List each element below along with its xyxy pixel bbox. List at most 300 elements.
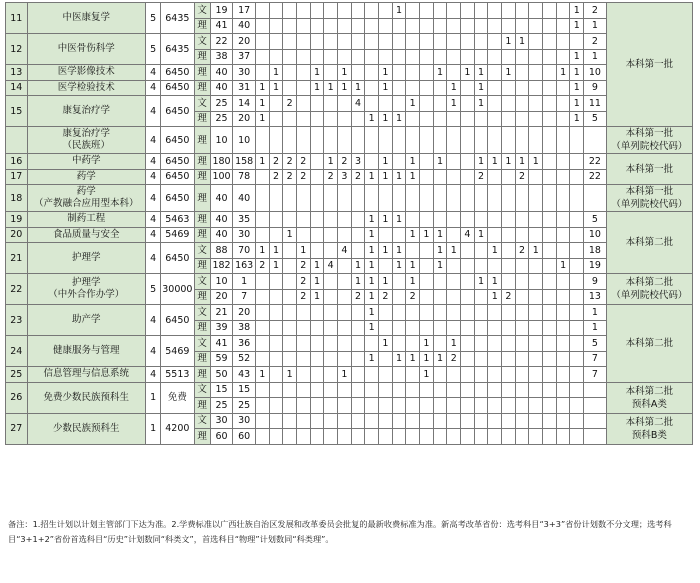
province-count bbox=[269, 49, 283, 65]
province-count bbox=[447, 34, 461, 50]
other-count bbox=[584, 127, 607, 154]
row-index: 20 bbox=[6, 227, 28, 243]
province-count bbox=[296, 305, 310, 321]
prev-count: 1 bbox=[233, 274, 256, 290]
study-years: 5 bbox=[146, 34, 161, 65]
province-count bbox=[420, 212, 434, 228]
province-count bbox=[351, 382, 365, 398]
province-count: 1 bbox=[433, 351, 447, 367]
province-count bbox=[406, 429, 420, 445]
province-count bbox=[461, 305, 475, 321]
province-count bbox=[269, 382, 283, 398]
province-count bbox=[502, 413, 516, 429]
province-count bbox=[406, 243, 420, 259]
province-count: 1 bbox=[515, 34, 529, 50]
province-count bbox=[255, 320, 269, 336]
province-count bbox=[351, 212, 365, 228]
province-count bbox=[447, 154, 461, 170]
province-count bbox=[433, 34, 447, 50]
province-count bbox=[529, 227, 543, 243]
row-index bbox=[6, 127, 28, 154]
province-count bbox=[474, 382, 488, 398]
province-count: 1 bbox=[488, 289, 502, 305]
province-count bbox=[515, 336, 529, 352]
study-years: 4 bbox=[146, 185, 161, 212]
province-count bbox=[392, 49, 406, 65]
province-count bbox=[488, 111, 502, 127]
tuition-fee: 6450 bbox=[161, 185, 194, 212]
province-count: 1 bbox=[365, 243, 379, 259]
province-count bbox=[488, 96, 502, 112]
province-count bbox=[529, 413, 543, 429]
province-count bbox=[502, 274, 516, 290]
province-count bbox=[515, 3, 529, 19]
province-count: 1 bbox=[502, 34, 516, 50]
province-count bbox=[447, 305, 461, 321]
subject-track: 理 bbox=[194, 111, 210, 127]
other-count bbox=[584, 398, 607, 414]
province-count bbox=[488, 382, 502, 398]
province-count bbox=[556, 111, 570, 127]
province-count bbox=[255, 336, 269, 352]
province-count bbox=[556, 351, 570, 367]
province-count bbox=[406, 18, 420, 34]
province-count bbox=[324, 398, 338, 414]
province-count bbox=[324, 185, 338, 212]
admission-batch: 本科第二批 （单列院校代码） bbox=[606, 274, 692, 305]
province-count: 4 bbox=[324, 258, 338, 274]
province-count bbox=[406, 413, 420, 429]
province-count bbox=[310, 169, 324, 185]
province-count bbox=[433, 398, 447, 414]
province-count bbox=[269, 227, 283, 243]
province-count: 1 bbox=[392, 3, 406, 19]
province-count: 2 bbox=[502, 289, 516, 305]
province-count bbox=[433, 305, 447, 321]
province-count bbox=[420, 96, 434, 112]
prev-count: 20 bbox=[233, 305, 256, 321]
province-count bbox=[556, 305, 570, 321]
province-count bbox=[515, 49, 529, 65]
province-count bbox=[474, 34, 488, 50]
row-index: 14 bbox=[6, 80, 28, 96]
province-count bbox=[515, 274, 529, 290]
province-count bbox=[515, 429, 529, 445]
province-count bbox=[406, 111, 420, 127]
province-count: 1 bbox=[420, 227, 434, 243]
province-count bbox=[338, 258, 352, 274]
province-count bbox=[406, 212, 420, 228]
province-count bbox=[570, 336, 584, 352]
province-count bbox=[255, 3, 269, 19]
province-count bbox=[556, 3, 570, 19]
province-count: 2 bbox=[338, 154, 352, 170]
prev-count: 30 bbox=[233, 65, 256, 81]
plan-count: 25 bbox=[210, 111, 233, 127]
province-count bbox=[269, 367, 283, 383]
province-count bbox=[269, 351, 283, 367]
province-count bbox=[338, 3, 352, 19]
province-count bbox=[529, 127, 543, 154]
province-count bbox=[392, 382, 406, 398]
other-count: 7 bbox=[584, 351, 607, 367]
province-count bbox=[283, 289, 297, 305]
province-count bbox=[406, 320, 420, 336]
province-count bbox=[310, 96, 324, 112]
province-count bbox=[324, 413, 338, 429]
province-count bbox=[296, 49, 310, 65]
major-name: 护理学 bbox=[27, 243, 146, 274]
tuition-fee: 5469 bbox=[161, 336, 194, 367]
province-count bbox=[420, 34, 434, 50]
province-count bbox=[283, 382, 297, 398]
study-years: 4 bbox=[146, 127, 161, 154]
province-count bbox=[461, 413, 475, 429]
province-count bbox=[283, 34, 297, 50]
province-count: 4 bbox=[338, 243, 352, 259]
province-count: 4 bbox=[351, 96, 365, 112]
province-count bbox=[324, 127, 338, 154]
province-count bbox=[474, 212, 488, 228]
major-name: 食品质量与安全 bbox=[27, 227, 146, 243]
plan-count: 19 bbox=[210, 3, 233, 19]
province-count bbox=[433, 80, 447, 96]
province-count bbox=[379, 258, 393, 274]
province-count bbox=[379, 305, 393, 321]
province-count bbox=[447, 274, 461, 290]
province-count: 2 bbox=[283, 169, 297, 185]
province-count bbox=[543, 96, 557, 112]
province-count bbox=[379, 227, 393, 243]
province-count: 1 bbox=[474, 227, 488, 243]
province-count bbox=[324, 49, 338, 65]
study-years: 4 bbox=[146, 305, 161, 336]
major-name: 医学影像技术 bbox=[27, 65, 146, 81]
province-count bbox=[406, 305, 420, 321]
province-count bbox=[515, 398, 529, 414]
province-count bbox=[570, 289, 584, 305]
province-count bbox=[502, 243, 516, 259]
province-count bbox=[379, 413, 393, 429]
other-count: 18 bbox=[584, 243, 607, 259]
province-count: 3 bbox=[351, 154, 365, 170]
province-count: 1 bbox=[529, 243, 543, 259]
row-index: 19 bbox=[6, 212, 28, 228]
province-count bbox=[379, 3, 393, 19]
province-count bbox=[392, 320, 406, 336]
province-count bbox=[296, 34, 310, 50]
province-count bbox=[338, 289, 352, 305]
province-count: 1 bbox=[433, 243, 447, 259]
province-count bbox=[570, 154, 584, 170]
province-count bbox=[338, 382, 352, 398]
province-count bbox=[543, 320, 557, 336]
province-count bbox=[255, 18, 269, 34]
study-years: 4 bbox=[146, 227, 161, 243]
province-count bbox=[447, 212, 461, 228]
province-count bbox=[570, 320, 584, 336]
province-count: 1 bbox=[433, 154, 447, 170]
province-count: 2 bbox=[324, 169, 338, 185]
province-count bbox=[392, 96, 406, 112]
prev-count: 30 bbox=[233, 227, 256, 243]
subject-track: 文 bbox=[194, 243, 210, 259]
province-count bbox=[447, 227, 461, 243]
province-count bbox=[365, 185, 379, 212]
province-count bbox=[447, 429, 461, 445]
province-count bbox=[351, 243, 365, 259]
province-count bbox=[543, 185, 557, 212]
province-count bbox=[379, 429, 393, 445]
other-count: 9 bbox=[584, 274, 607, 290]
province-count bbox=[365, 398, 379, 414]
province-count bbox=[310, 111, 324, 127]
subject-track: 理 bbox=[194, 127, 210, 154]
table-row bbox=[6, 212, 693, 228]
province-count bbox=[255, 227, 269, 243]
province-count bbox=[461, 289, 475, 305]
province-count bbox=[529, 320, 543, 336]
province-count: 2 bbox=[379, 289, 393, 305]
province-count bbox=[296, 413, 310, 429]
province-count: 1 bbox=[255, 96, 269, 112]
province-count: 1 bbox=[338, 80, 352, 96]
province-count: 1 bbox=[488, 274, 502, 290]
province-count bbox=[447, 111, 461, 127]
province-count bbox=[420, 429, 434, 445]
subject-track: 文 bbox=[194, 34, 210, 50]
province-count bbox=[543, 413, 557, 429]
major-name: 信息管理与信息系统 bbox=[27, 367, 146, 383]
province-count bbox=[556, 429, 570, 445]
admission-batch: 本科第一批 bbox=[606, 3, 692, 127]
province-count bbox=[365, 429, 379, 445]
province-count bbox=[420, 382, 434, 398]
prev-count: 38 bbox=[233, 320, 256, 336]
province-count bbox=[488, 127, 502, 154]
subject-track: 理 bbox=[194, 80, 210, 96]
province-count: 1 bbox=[447, 80, 461, 96]
province-count bbox=[570, 274, 584, 290]
province-count bbox=[433, 320, 447, 336]
province-count bbox=[406, 3, 420, 19]
province-count: 1 bbox=[392, 169, 406, 185]
province-count: 1 bbox=[351, 258, 365, 274]
subject-track: 文 bbox=[194, 274, 210, 290]
province-count bbox=[570, 413, 584, 429]
prev-count: 30 bbox=[233, 413, 256, 429]
prev-count: 35 bbox=[233, 212, 256, 228]
province-count bbox=[283, 127, 297, 154]
province-count bbox=[379, 351, 393, 367]
province-count bbox=[296, 111, 310, 127]
tuition-fee: 6450 bbox=[161, 243, 194, 274]
table-row bbox=[6, 169, 693, 185]
province-count bbox=[296, 3, 310, 19]
province-count bbox=[324, 382, 338, 398]
prev-count: 40 bbox=[233, 185, 256, 212]
province-count bbox=[515, 320, 529, 336]
province-count bbox=[392, 18, 406, 34]
province-count bbox=[529, 289, 543, 305]
table-row bbox=[6, 305, 693, 321]
province-count bbox=[324, 336, 338, 352]
province-count bbox=[296, 185, 310, 212]
province-count bbox=[474, 111, 488, 127]
province-count: 1 bbox=[392, 111, 406, 127]
province-count bbox=[351, 320, 365, 336]
province-count: 1 bbox=[365, 169, 379, 185]
province-count bbox=[543, 34, 557, 50]
province-count bbox=[338, 413, 352, 429]
province-count bbox=[269, 111, 283, 127]
province-count bbox=[488, 367, 502, 383]
province-count bbox=[433, 289, 447, 305]
province-count bbox=[461, 49, 475, 65]
province-count bbox=[556, 127, 570, 154]
province-count bbox=[351, 111, 365, 127]
province-count bbox=[283, 212, 297, 228]
province-count bbox=[433, 169, 447, 185]
province-count bbox=[570, 169, 584, 185]
province-count bbox=[296, 351, 310, 367]
province-count bbox=[365, 367, 379, 383]
province-count bbox=[556, 367, 570, 383]
province-count: 1 bbox=[379, 154, 393, 170]
province-count bbox=[406, 49, 420, 65]
province-count bbox=[420, 127, 434, 154]
province-count bbox=[379, 49, 393, 65]
other-count: 1 bbox=[584, 320, 607, 336]
province-count bbox=[447, 367, 461, 383]
province-count bbox=[461, 274, 475, 290]
table-row bbox=[6, 3, 693, 19]
study-years: 4 bbox=[146, 169, 161, 185]
plan-count: 22 bbox=[210, 34, 233, 50]
province-count bbox=[406, 382, 420, 398]
province-count bbox=[420, 320, 434, 336]
province-count bbox=[515, 382, 529, 398]
province-count bbox=[502, 429, 516, 445]
province-count bbox=[392, 413, 406, 429]
province-count bbox=[420, 258, 434, 274]
province-count: 1 bbox=[474, 274, 488, 290]
province-count bbox=[324, 429, 338, 445]
province-count bbox=[338, 185, 352, 212]
province-count bbox=[529, 49, 543, 65]
province-count bbox=[324, 34, 338, 50]
province-count bbox=[570, 258, 584, 274]
prev-count: 17 bbox=[233, 3, 256, 19]
province-count bbox=[420, 154, 434, 170]
province-count bbox=[461, 154, 475, 170]
province-count bbox=[338, 429, 352, 445]
table-row bbox=[6, 367, 693, 383]
province-count: 2 bbox=[283, 154, 297, 170]
subject-track: 理 bbox=[194, 49, 210, 65]
province-count bbox=[556, 289, 570, 305]
province-count bbox=[488, 3, 502, 19]
province-count bbox=[406, 34, 420, 50]
province-count bbox=[433, 382, 447, 398]
province-count bbox=[392, 227, 406, 243]
row-index: 15 bbox=[6, 96, 28, 127]
province-count bbox=[420, 65, 434, 81]
province-count: 1 bbox=[502, 154, 516, 170]
province-count bbox=[351, 34, 365, 50]
province-count: 1 bbox=[474, 154, 488, 170]
prev-count: 163 bbox=[233, 258, 256, 274]
other-count: 5 bbox=[584, 111, 607, 127]
province-count bbox=[283, 185, 297, 212]
province-count bbox=[543, 154, 557, 170]
province-count bbox=[296, 336, 310, 352]
tuition-fee: 6450 bbox=[161, 127, 194, 154]
province-count bbox=[406, 127, 420, 154]
province-count bbox=[488, 336, 502, 352]
province-count bbox=[351, 351, 365, 367]
major-name: 医学检验技术 bbox=[27, 80, 146, 96]
province-count bbox=[379, 127, 393, 154]
province-count bbox=[269, 274, 283, 290]
province-count: 1 bbox=[406, 96, 420, 112]
subject-track: 理 bbox=[194, 154, 210, 170]
admission-batch: 本科第二批 预科A类 bbox=[606, 382, 692, 413]
province-count bbox=[543, 49, 557, 65]
study-years: 4 bbox=[146, 336, 161, 367]
province-count bbox=[529, 305, 543, 321]
province-count bbox=[338, 227, 352, 243]
province-count bbox=[365, 80, 379, 96]
province-count bbox=[502, 111, 516, 127]
province-count bbox=[365, 65, 379, 81]
province-count bbox=[474, 336, 488, 352]
row-index: 18 bbox=[6, 185, 28, 212]
other-count: 1 bbox=[584, 305, 607, 321]
province-count bbox=[324, 367, 338, 383]
province-count: 1 bbox=[379, 65, 393, 81]
province-count: 2 bbox=[474, 169, 488, 185]
province-count bbox=[570, 212, 584, 228]
province-count bbox=[433, 429, 447, 445]
major-name: 康复治疗学 （民族班） bbox=[27, 127, 146, 154]
province-count: 1 bbox=[255, 80, 269, 96]
other-count: 7 bbox=[584, 367, 607, 383]
province-count bbox=[296, 429, 310, 445]
tuition-fee: 6450 bbox=[161, 305, 194, 336]
province-count bbox=[310, 351, 324, 367]
major-name: 助产学 bbox=[27, 305, 146, 336]
admission-batch: 本科第一批 （单列院校代码） bbox=[606, 185, 692, 212]
province-count bbox=[283, 49, 297, 65]
province-count: 1 bbox=[283, 367, 297, 383]
province-count bbox=[447, 49, 461, 65]
province-count bbox=[447, 320, 461, 336]
province-count: 1 bbox=[420, 336, 434, 352]
province-count bbox=[379, 398, 393, 414]
province-count bbox=[447, 382, 461, 398]
province-count bbox=[543, 65, 557, 81]
prev-count: 60 bbox=[233, 429, 256, 445]
province-count: 1 bbox=[310, 274, 324, 290]
province-count: 1 bbox=[310, 80, 324, 96]
province-count bbox=[488, 80, 502, 96]
province-count bbox=[433, 3, 447, 19]
table-row bbox=[6, 243, 693, 259]
province-count bbox=[365, 96, 379, 112]
province-count bbox=[515, 305, 529, 321]
study-years: 4 bbox=[146, 96, 161, 127]
